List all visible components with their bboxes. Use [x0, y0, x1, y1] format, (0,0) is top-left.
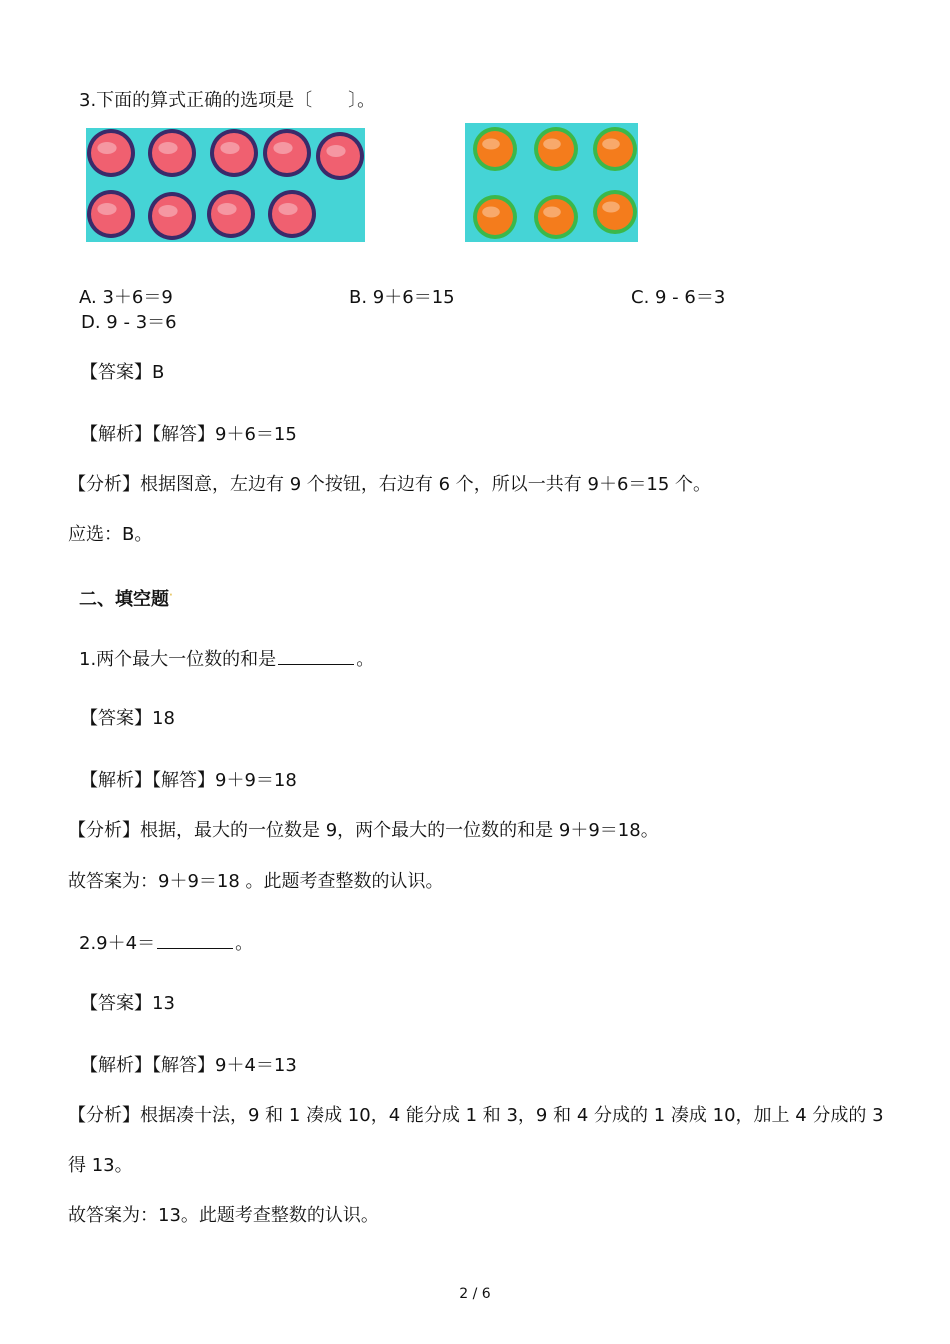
button-dot-2 [534, 127, 578, 171]
button-dot-2 [148, 129, 196, 177]
button-dot-9 [268, 190, 316, 238]
fill-1-explain: 【解析】【解答】9＋9＝18 [80, 770, 297, 791]
button-dot-1 [473, 127, 517, 171]
button-dot-5 [534, 195, 578, 239]
fill-2-blank [157, 930, 233, 949]
q3-choose: 应选：B。 [68, 524, 153, 545]
fill-2-stem-prefix: 2.9＋4＝ [79, 933, 156, 954]
button-dot-7 [148, 192, 196, 240]
fill-1-blank [278, 646, 354, 665]
fill-2-answer: 【答案】13 [80, 993, 175, 1014]
fill-1-stem-suffix: 。 [356, 649, 375, 670]
page-number: 2 / 6 [459, 1286, 491, 1302]
fill-2-stem-suffix: 。 [235, 933, 254, 954]
option-a: A. 3＋6＝9 [79, 287, 173, 308]
option-c: C. 9 - 6＝3 [631, 287, 726, 308]
fill-2-analysis-line-1: 【分析】根据凑十法，9 和 1 凑成 10，4 能分成 1 和 3，9 和 4 分成的 1 凑成 10，加上 4 分成的 3 [68, 1105, 884, 1126]
fill-2-stem [79, 930, 253, 957]
option-d: D. 9 - 3＝6 [81, 312, 177, 333]
q3-answer: 【答案】B [80, 362, 165, 383]
right-button-image [465, 123, 638, 242]
fill-1-analysis: 【分析】根据，最大的一位数是 9，两个最大的一位数的和是 9＋9＝18。 [68, 820, 659, 841]
decorative-dot: · [169, 590, 173, 601]
fill-2-conclusion: 故答案为：13。此题考查整数的认识。 [68, 1205, 379, 1226]
fill-1-answer: 【答案】18 [80, 708, 175, 729]
q3-explain: 【解析】【解答】9＋6＝15 [80, 424, 297, 445]
question-3-stem: 3.下面的算式正确的选项是〔 〕。 [79, 90, 376, 111]
button-dot-3 [593, 127, 637, 171]
button-dot-6 [87, 190, 135, 238]
button-dot-4 [473, 195, 517, 239]
section-title-text: 二、填空题 [79, 589, 169, 610]
section-title [79, 583, 173, 613]
left-button-image [86, 128, 365, 242]
button-dot-3 [210, 129, 258, 177]
button-dot-5 [316, 132, 364, 180]
button-dot-8 [207, 190, 255, 238]
q3-analysis: 【分析】根据图意，左边有 9 个按钮，右边有 6 个，所以一共有 9＋6＝15 个。 [68, 474, 712, 495]
option-b: B. 9＋6＝15 [349, 287, 455, 308]
fill-1-stem [79, 646, 374, 673]
button-dot-6 [593, 190, 637, 234]
button-dot-4 [263, 129, 311, 177]
fill-2-analysis-line-2: 得 13。 [68, 1155, 133, 1176]
fill-1-conclusion: 故答案为：9＋9＝18 。此题考查整数的认识。 [68, 871, 444, 892]
fill-2-explain: 【解析】【解答】9＋4＝13 [80, 1055, 297, 1076]
fill-1-stem-prefix: 1.两个最大一位数的和是 [79, 649, 277, 670]
button-dot-1 [87, 129, 135, 177]
